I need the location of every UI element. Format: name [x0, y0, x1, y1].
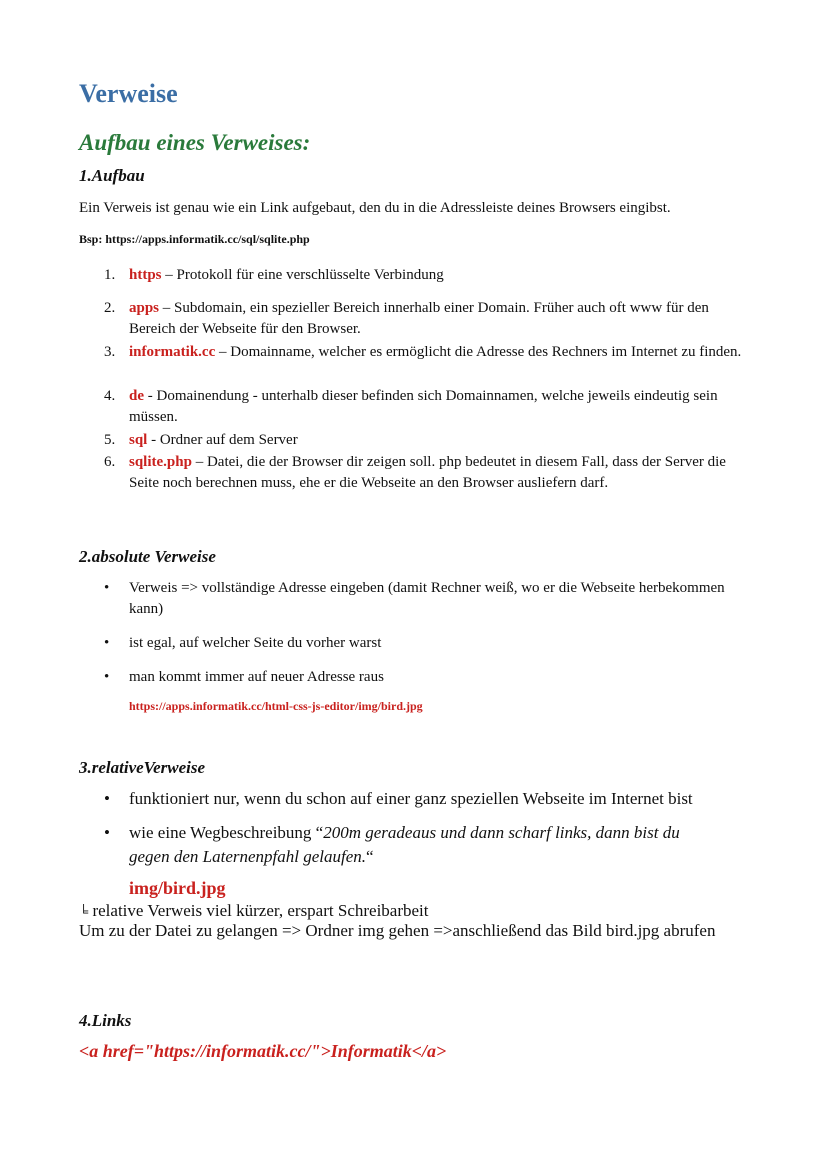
description: – Subdomain, ein spezieller Bereich innerhalb einer Domain. Früher auch oft www für den Bereich der Webseite für den Browser.	[129, 300, 709, 337]
bullet-icon: •	[104, 789, 110, 808]
bullet-item	[104, 633, 744, 654]
list-item	[104, 430, 744, 451]
list-number: 5.	[104, 432, 116, 448]
corner-arrow-icon: ╘	[79, 904, 89, 919]
link-code-example: <a href="https://informatik.cc/">Informatik</a>	[79, 1041, 447, 1061]
explanation-text: Um zu der Datei zu gelangen => Ordner img gehen =>anschließend das Bild bird.jpg abrufen	[79, 921, 716, 940]
note-text: relative Verweis viel kürzer, erspart Schreibarbeit	[92, 901, 429, 920]
absolute-url-example: https://apps.informatik.cc/html-css-js-editor/img/bird.jpg	[129, 699, 423, 713]
section-heading-absolute: 2.absolute Verweise	[79, 547, 216, 566]
bullet-item	[104, 821, 724, 869]
closing-quote: “	[366, 847, 374, 866]
bullet-text: funktioniert nur, wenn du schon auf einer ganz speziellen Webseite im Internet bist	[129, 789, 693, 808]
section-heading-relative: 3.relativeVerweise	[79, 758, 206, 777]
list-item	[104, 386, 744, 428]
bullet-icon: •	[104, 580, 110, 596]
bullet-item	[104, 787, 744, 811]
term: sqlite.php	[129, 454, 192, 470]
description: - Domainendung - unterhalb dieser befinden sich Domainnamen, welche jeweils eindeutig sein müssen.	[129, 388, 718, 425]
bullet-icon: •	[104, 669, 110, 685]
section-heading-links: 4.Links	[79, 1011, 132, 1030]
description: – Domainname, welcher es ermöglicht die Adresse des Rechners im Internet zu finden.	[215, 344, 742, 360]
list-number: 6.	[104, 454, 116, 470]
relative-path-example: img/bird.jpg	[129, 878, 226, 898]
term: apps	[129, 300, 160, 316]
bullet-text: ist egal, auf welcher Seite du vorher warst	[129, 635, 382, 651]
description: - Ordner auf dem Server	[147, 432, 298, 448]
section-heading-aufbau: 1.Aufbau	[79, 166, 145, 185]
bullet-item	[104, 667, 744, 688]
bullet-item	[104, 578, 744, 620]
list-number: 4.	[104, 388, 116, 404]
intro-paragraph: Ein Verweis ist genau wie ein Link aufgebaut, den du in die Adressleiste deines Browsers eingibst.	[79, 200, 671, 216]
list-item	[104, 452, 744, 494]
description: – Protokoll für eine verschlüsselte Verbindung	[161, 267, 444, 283]
term: sql	[129, 432, 148, 448]
example-url: Bsp: https://apps.informatik.cc/sql/sqlite.php	[79, 232, 310, 246]
list-item	[104, 265, 744, 286]
list-number: 2.	[104, 300, 116, 316]
bullet-text: Verweis => vollständige Adresse eingeben (damit Rechner weiß, wo er die Webseite herbekommen kann)	[129, 580, 725, 617]
bullet-text: wie eine Wegbeschreibung “	[129, 823, 324, 842]
term: https	[129, 267, 162, 283]
bullet-icon: •	[104, 823, 110, 842]
list-item	[104, 342, 744, 363]
bullet-icon: •	[104, 635, 110, 651]
bullet-text: man kommt immer auf neuer Adresse raus	[129, 669, 384, 685]
quote-text: 200m geradeaus und dann scharf links, dann bist du gegen den Laternenpfahl gelaufen.	[129, 823, 680, 866]
term: informatik.cc	[129, 344, 216, 360]
description: – Datei, die der Browser dir zeigen soll. php bedeutet in diesem Fall, dass der Server die Seite noch berechnen muss, ehe er die Webseite an den Browser ausliefern darf.	[129, 454, 726, 491]
list-number: 1.	[104, 267, 116, 283]
subtitle: Aufbau eines Verweises:	[79, 130, 311, 155]
term: de	[129, 388, 144, 404]
list-number: 3.	[104, 344, 116, 360]
page-title: Verweise	[79, 79, 178, 108]
list-item	[104, 298, 744, 340]
